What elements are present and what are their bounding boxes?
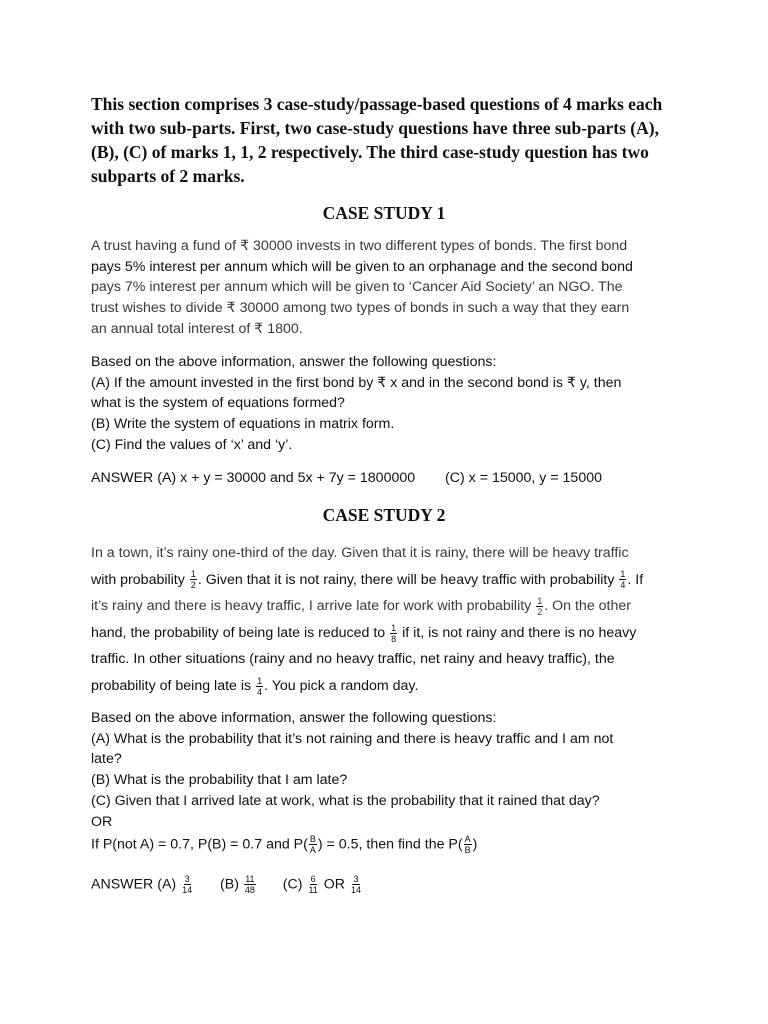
numerator: B [309,834,316,844]
answer-b-label: (B) [220,876,239,893]
question-line: (A) If the amount invested in the first bond by ₹ x and in the second bond is ₹ y, then [91,374,622,391]
case-study-1-heading: CASE STUDY 1 [322,203,446,223]
question-text: ) = 0.5, then find the P( [317,836,463,853]
passage-line: traffic. In other situations (rainy and no heavy traffic, net rainy and heavy traffic), the [91,651,615,668]
passage-text: . Given that it is not rainy, there will be heavy traffic with probability [197,571,615,588]
passage-line: pays 5% interest per annum which will be given to an orphanage and the second bond [91,258,633,275]
fraction-one-quarter [619,569,626,590]
fraction-one-eighth [390,623,397,644]
denominator: A [309,845,316,855]
numerator: 1 [620,569,626,580]
passage-line: an annual total interest of ₹ 1800. [91,320,303,337]
numerator: 1 [190,569,196,580]
denominator: 2 [537,606,543,617]
question-line: (A) What is the probability that it’s not raining and there is heavy traffic and I am not [91,730,614,747]
numerator: 1 [391,622,397,633]
denominator: 11 [308,885,318,895]
question-line: late? [91,751,122,768]
passage-text: if it, is not rainy and there is no heavy [402,624,637,641]
case-study-1-passage [91,236,681,340]
fraction-a-over-b [464,834,472,855]
denominator: 8 [391,633,397,644]
section-instructions: This section comprises 3 case-study/passage-based questions of 4 marks each with two sub-parts. First, two case-study questions have three sub-parts (A), (B), (C) of marks 1, 1, 2 respectively. The third case-study question has two subparts of 2 marks. [91,94,663,186]
passage-line: A trust having a fund of ₹ 30000 invests in two different types of bonds. The first bond [91,238,628,254]
case-study-2-answer [91,874,363,895]
passage-line [91,567,681,594]
case-study-1-questions [91,352,681,456]
case-study-2-questions [91,708,681,832]
fraction-one-quarter [256,676,263,697]
answer-a-fraction [181,874,193,895]
answer-c: (C) x = 15000, y = 15000 [445,470,602,486]
answer-a: ANSWER (A) x + y = 30000 and 5x + 7y = 1800000 [91,470,416,486]
passage-text: . You pick a random day. [264,677,419,694]
passage-line [91,620,681,647]
answer-c-label: (C) [282,876,303,893]
passage-line [91,673,681,700]
numerator: 3 [353,874,359,884]
denominator: 14 [182,885,193,895]
question-text: ) [472,836,478,853]
passage-text: hand, the probability of being late is reduced to [91,624,386,641]
denominator: 14 [350,885,361,895]
passage-line: In a town, it’s rainy one-third of the day. Given that it is rainy, there will be heavy traffic [91,545,629,561]
passage-text: it’s rainy and there is heavy traffic, I arrive late for work with probability [91,598,532,615]
passage-text: . If [627,571,644,588]
denominator: 48 [244,885,255,895]
numerator: 1 [257,675,263,686]
passage-text: probability of being late is [91,677,252,694]
numerator: 11 [245,874,255,884]
case-study-1-answer [91,470,602,486]
numerator: A [464,834,471,844]
question-line: what is the system of equations formed? [91,395,345,412]
numerator: 6 [310,874,316,884]
question-line: (C) Given that I arrived late at work, what is the probability that it rained that day? [91,792,600,809]
numerator: 3 [184,874,190,884]
fraction-one-half [190,569,197,590]
denominator: B [464,845,471,855]
case-study-2-heading: CASE STUDY 2 [322,505,446,525]
passage-line: trust wishes to divide ₹ 30000 among two types of bonds in such a way that they earn [91,300,630,317]
denominator: 4 [257,686,263,697]
case-study-2-passage [91,540,681,700]
answer-or: OR [323,876,346,893]
question-line: Based on the above information, answer the following questions: [91,710,497,726]
passage-text: with probability [91,571,185,588]
question-line: (B) What is the probability that I am late? [91,772,348,789]
question-line: (C) Find the values of ‘x’ and ‘y’. [91,436,293,453]
question-text: If P(not A) = 0.7, P(B) = 0.7 and P( [91,836,308,853]
question-line: (B) Write the system of equations in matrix form. [91,416,395,433]
numerator: 1 [537,595,543,606]
answer-b-fraction [244,874,256,895]
passage-line [91,593,681,620]
fraction-one-half [536,596,543,617]
denominator: 4 [620,580,626,591]
or-question [91,834,477,855]
or-separator: OR [91,813,113,830]
question-line: Based on the above information, answer the following questions: [91,354,497,370]
fraction-b-over-a [309,834,317,855]
answer-label: ANSWER (A) [91,876,177,893]
answer-or-fraction [350,874,362,895]
passage-line: pays 7% interest per annum which will be given to ‘Cancer Aid Society’ an NGO. The [91,279,623,296]
answer-c-fraction [307,874,318,895]
passage-text: . On the other [544,598,631,615]
denominator: 2 [190,580,196,591]
